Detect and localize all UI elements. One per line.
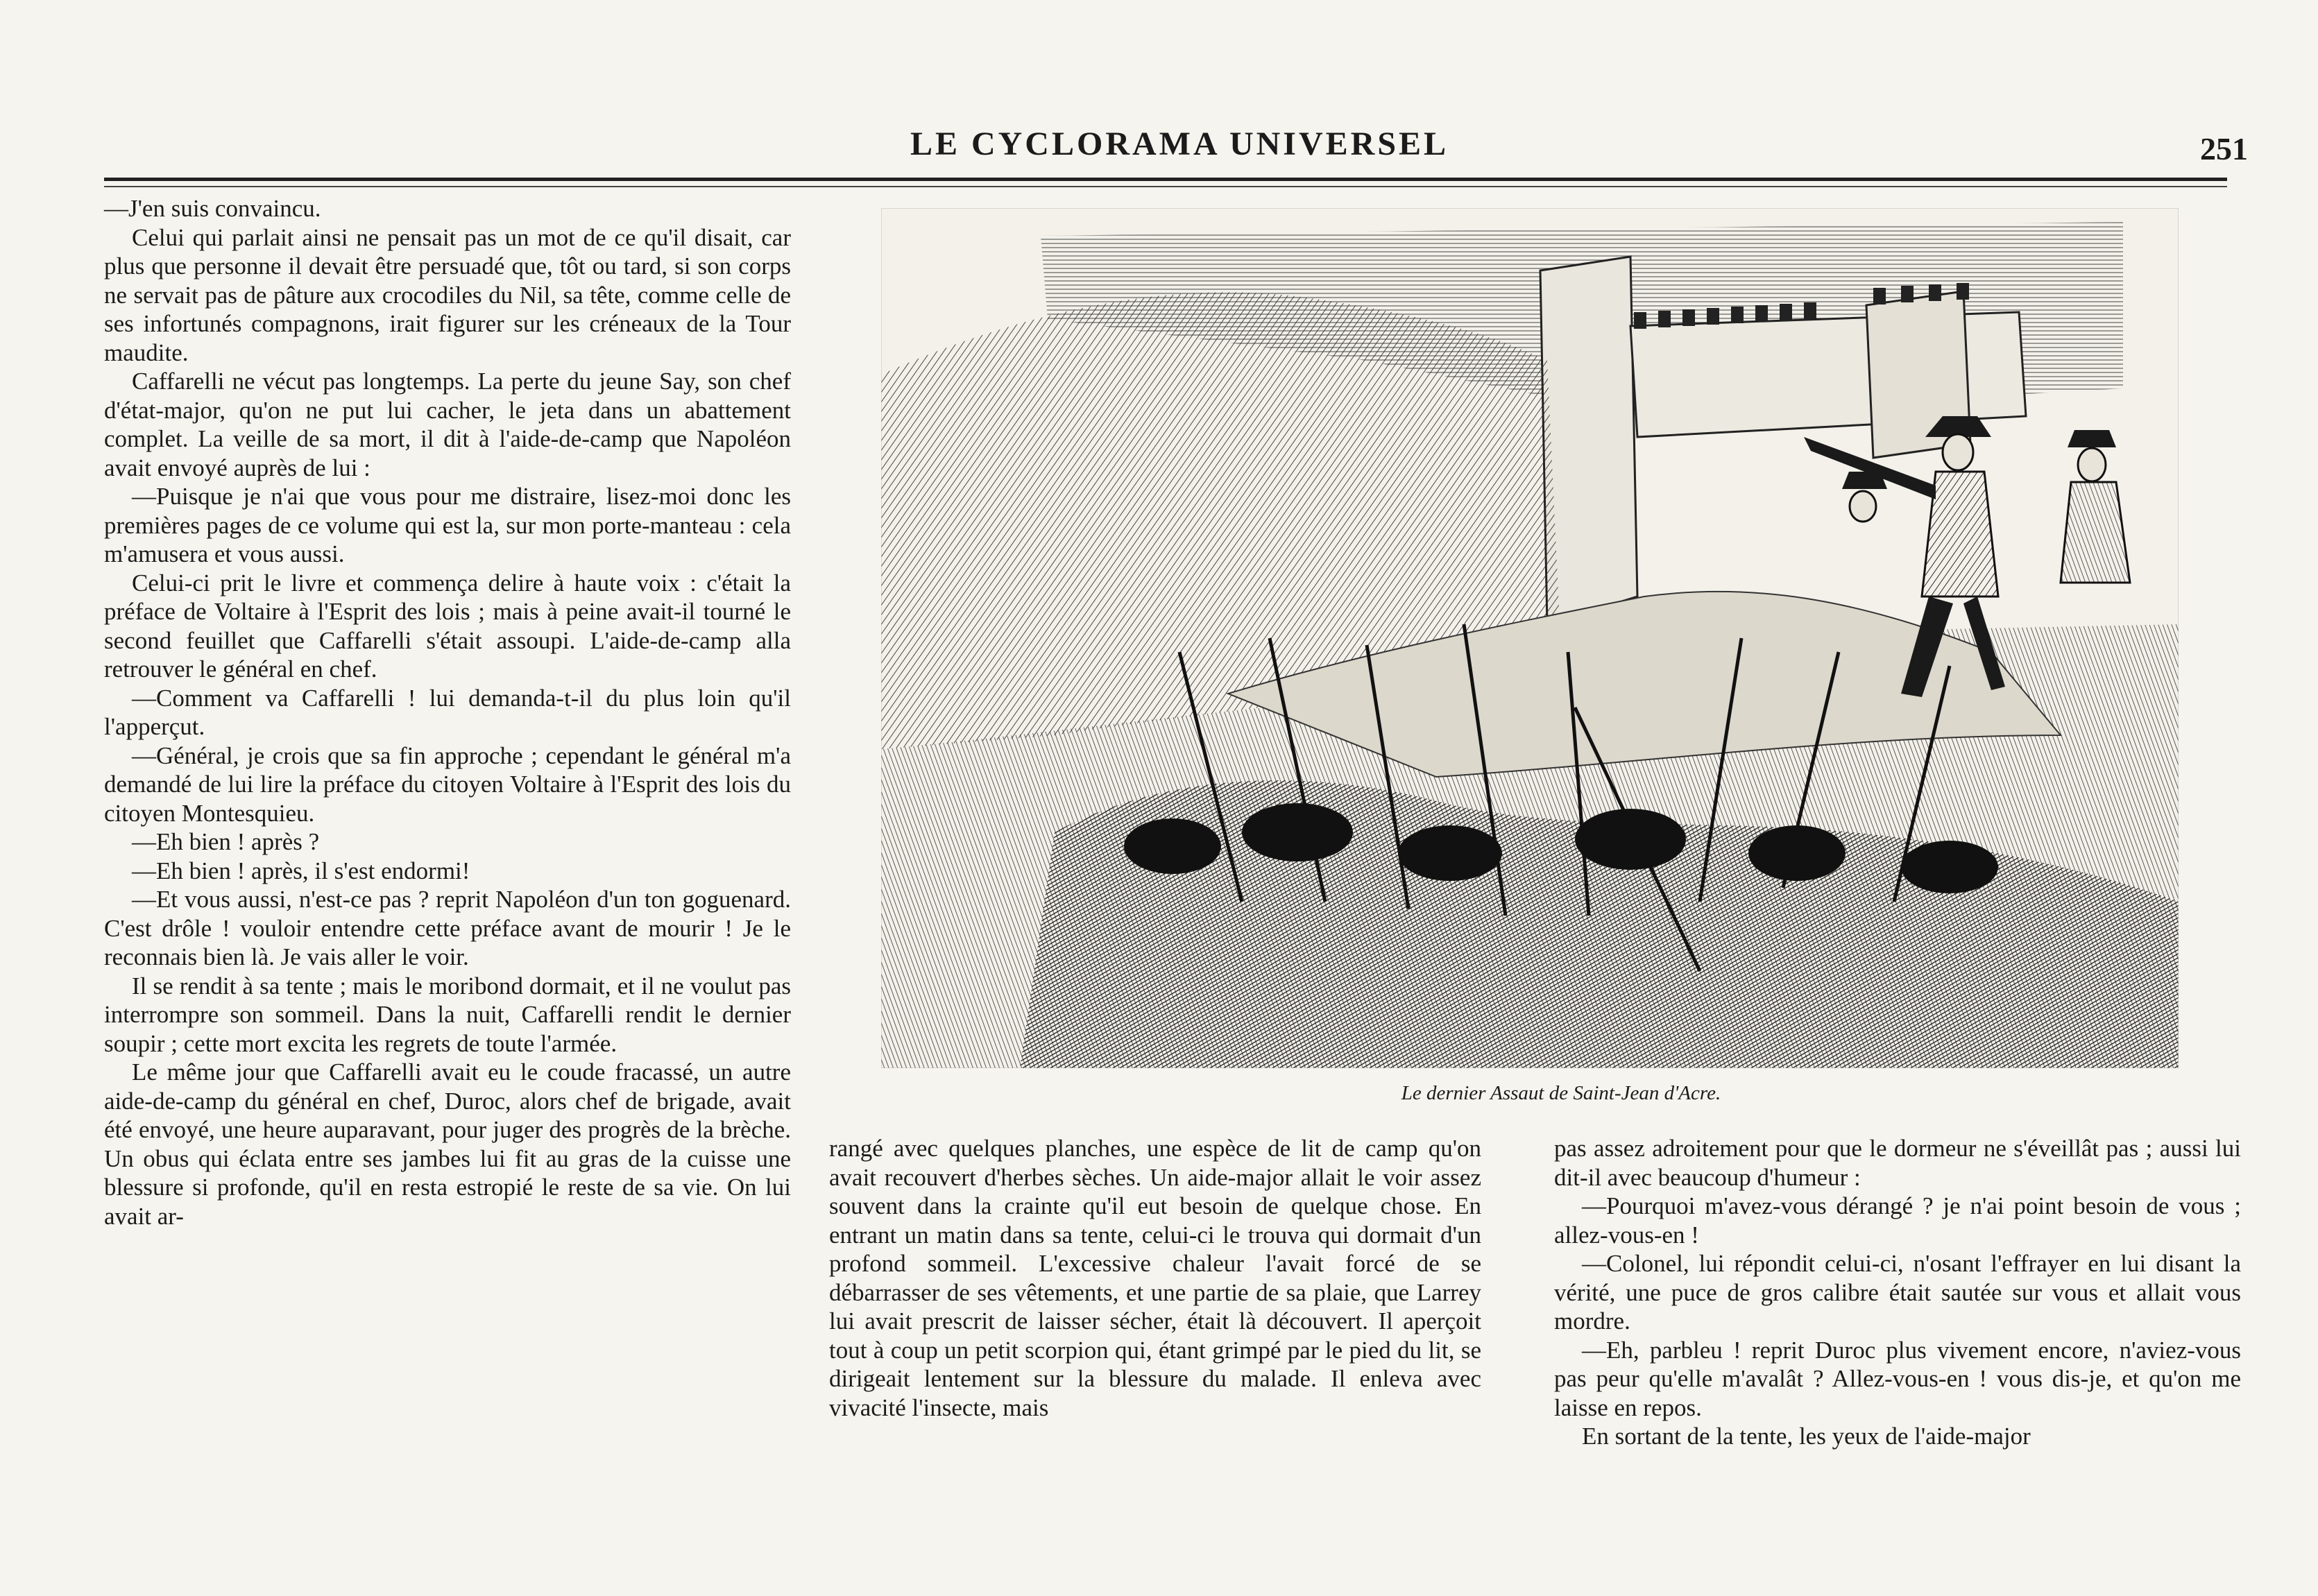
paragraph: rangé avec quelques planches, une espèce de lit de camp qu'on avait recouvert d'herbes sèches. Un aide-major allait le voir assez souvent dans la crainte qu'il eut besoin de quelque chose. En entrant un matin dans sa tente, celui-ci le trouva qui dormait d'un profond sommeil. L'excessive chaleur l'avait forcé de se débarrasser de ses vêtements, et une partie de sa plaie, que Larrey lui avait prescrit de laisser sécher, était là découvert. Il aperçoit tout à coup un petit scorpion qui, étant grimpé par le pied du lit, se dirigeait lentement sur la blessure du malade. Il enleva avec vivacité l'insecte, mais — [829, 1135, 1481, 1421]
paragraph: —Puisque je n'ai que vous pour me distraire, lisez-moi donc les premières pages de ce volume qui est la, sur mon porte-manteau : cela m'amusera et vous aussi. — [104, 483, 791, 567]
paragraph: —Colonel, lui répondit celui-ci, n'osant l'effrayer en lui disant la vérité, une puce de gros calibre était sautée sur vous et allait vous mordre. — [1554, 1250, 2241, 1335]
paragraph: —Général, je crois que sa fin approche ; cependant le général m'a demandé de lui lire la préface du citoyen Voltaire à l'Esprit des lois du citoyen Montesquieu. — [104, 741, 791, 827]
paragraph: —Et vous aussi, n'est-ce pas ? reprit Napoléon d'un ton goguenard. C'est drôle ! vouloir entendre cette préface avant de mourir ! Je le reconnais bien là. Je vais aller le voir. — [104, 886, 791, 970]
header-rule-thin — [104, 186, 2227, 187]
paragraph: Caffarelli ne vécut pas longtemps. La perte du jeune Say, son chef d'état-major, qu'on ne put lui cacher, le jeta dans un abattement complet. La veille de sa mort, il dit à l'aide-de-camp que Napoléon avait envoyé auprès de lui : — [104, 368, 791, 481]
text-column-left — [104, 194, 791, 1230]
header-rule — [104, 178, 2227, 181]
paragraph: —Eh bien ! après, il s'est endormi! — [132, 857, 470, 884]
paragraph: —Comment va Caffarelli ! lui demanda-t-il du plus loin qu'il l'apperçut. — [104, 684, 791, 740]
journal-title: LE CYCLORAMA UNIVERSEL — [910, 126, 1449, 162]
paragraph: —J'en suis convaincu. — [104, 195, 321, 222]
engraving-illustration — [881, 208, 2179, 1068]
figure-caption: Le dernier Assaut de Saint-Jean d'Acre. — [1401, 1082, 1721, 1104]
paragraph: Celui qui parlait ainsi ne pensait pas un mot de ce qu'il disait, car plus que personne il devait être persuadé que, tôt ou tard, si son corps ne servait pas de pâture aux crocodiles du Nil, sa tête, comme celle de ses infortunés compagnons, irait figurer sur les créneaux de la Tour maudite. — [104, 223, 791, 366]
paragraph: —Eh bien ! après ? — [132, 828, 320, 855]
paragraph: pas assez adroitement pour que le dormeur ne s'éveillât pas ; aussi lui dit-il avec beaucoup d'humeur : — [1554, 1135, 2241, 1191]
paragraph: —Pourquoi m'avez-vous dérangé ? je n'ai point besoin de vous ; allez-vous-en ! — [1554, 1192, 2241, 1249]
paragraph: —Eh, parbleu ! reprit Duroc plus vivement encore, n'aviez-vous pas peur qu'elle m'avalât ? Allez-vous-en ! vous dis-je, et qu'on me laisse en repos. — [1554, 1336, 2241, 1421]
page-header — [0, 118, 2318, 180]
paragraph: Celui-ci prit le livre et commença delire à haute voix : c'était la préface de Voltaire à l'Esprit des lois ; mais à peine avait-il tourné le second feuillet que Caffarelli s'était assoupi. L'aide-de-camp alla retrouver le général en chef. — [104, 569, 791, 683]
paragraph: Il se rendit à sa tente ; mais le moribond dormait, et il ne voulut pas interrompre son sommeil. Dans la nuit, Caffarelli rendit le dernier soupir ; cette mort excita les regrets de toute l'armée. — [104, 972, 791, 1057]
paragraph: Le même jour que Caffarelli avait eu le coude fracassé, un autre aide-de-camp du général en chef, Duroc, alors chef de brigade, avait été envoyé, une heure auparavant, pour juger des progrès de la brèche. Un obus qui éclata entre ses jambes lui fit au gras de la cuisse une blessure si profonde, qu'il en resta estropié le reste de sa vie. On lui avait ar- — [104, 1058, 791, 1230]
page-number: 251 — [2200, 131, 2248, 166]
text-column-middle — [829, 1134, 1481, 1422]
paragraph: En sortant de la tente, les yeux de l'aide-major — [1582, 1423, 2031, 1450]
text-column-right — [1554, 1134, 2241, 1451]
